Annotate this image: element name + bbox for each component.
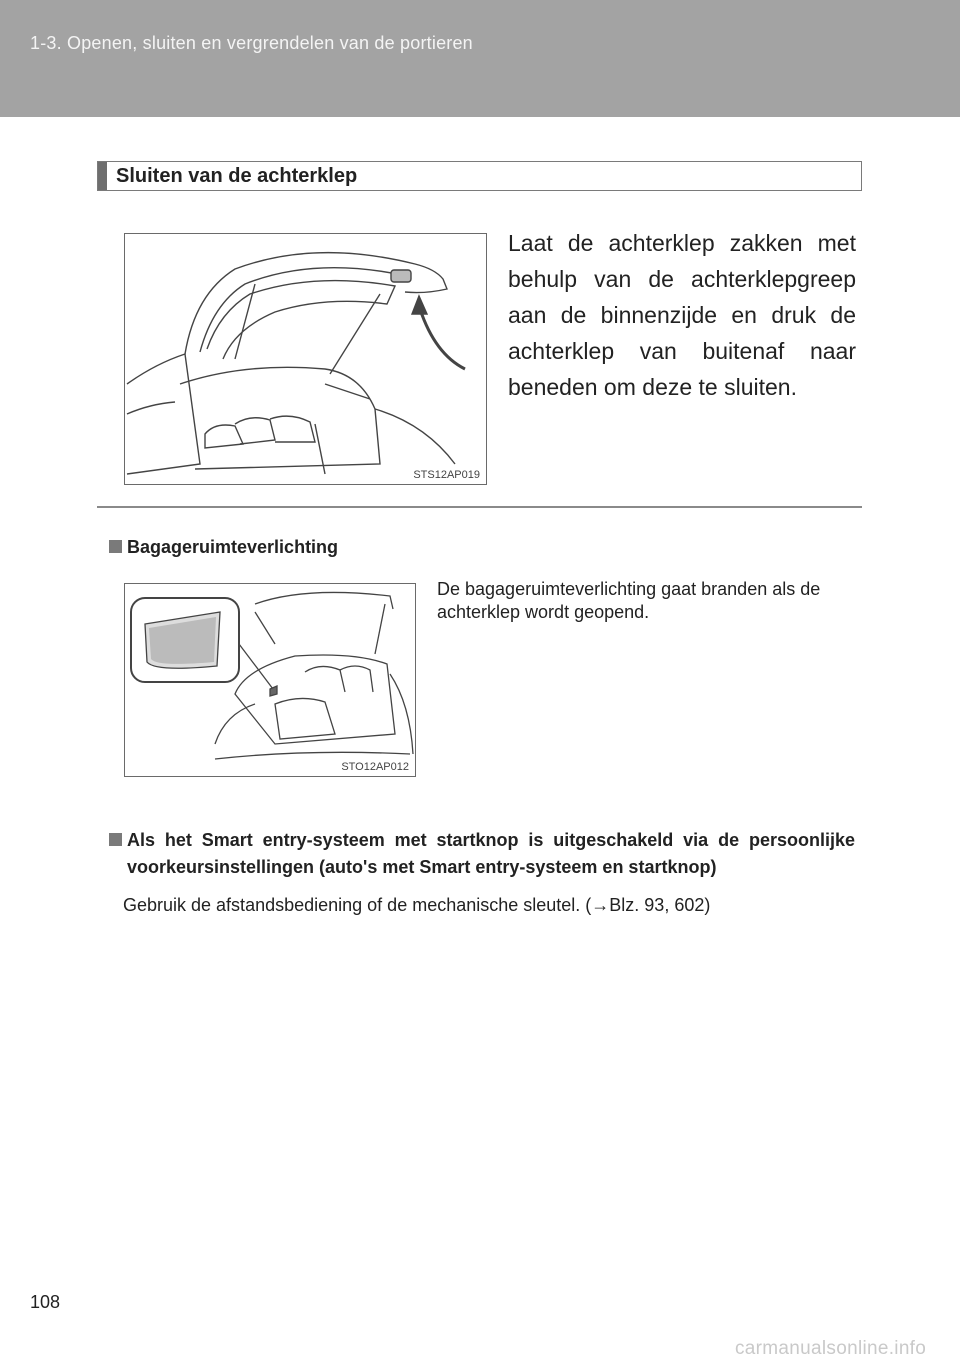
figure-code: STO12AP012 bbox=[341, 761, 409, 773]
page-number: 108 bbox=[30, 1292, 61, 1312]
watermark: carmanualsonline.info bbox=[735, 1338, 927, 1359]
square-bullet-icon bbox=[109, 833, 122, 846]
smart-entry-text: Gebruik de afstandsbediening of de mechanische sleutel. (→Blz. 93, 602) bbox=[123, 895, 711, 915]
section-heading-bar bbox=[98, 162, 107, 190]
luggage-light-drawing bbox=[125, 584, 415, 776]
figure-code: STS12AP019 bbox=[413, 469, 480, 481]
subheading-luggage-light bbox=[109, 534, 809, 561]
tailgate-illustration bbox=[124, 233, 487, 485]
section-heading bbox=[97, 161, 862, 191]
page-header bbox=[0, 0, 960, 117]
section-divider bbox=[97, 506, 862, 508]
luggage-light-illustration bbox=[124, 583, 416, 777]
subheading-text: Als het Smart entry-systeem met startknop is uitgeschakeld via de persoonlijke voorkeursinstellingen (auto's met Smart entry-systeem en startknop) bbox=[127, 830, 855, 877]
subheading-smart-entry bbox=[109, 827, 855, 881]
square-bullet-icon bbox=[109, 540, 122, 553]
luggage-light-text: De bagageruimteverlichting gaat branden als de achterklep wordt geopend. bbox=[437, 579, 821, 622]
subheading-text: Bagageruimteverlichting bbox=[127, 537, 339, 557]
instruction-paragraph: Laat de achterklep zakken met behulp van de achterklepgreep aan de binnenzijde en druk de achterklep van buitenaf naar beneden om deze te sluiten. bbox=[508, 230, 856, 400]
section-title: Sluiten van de achterklep bbox=[116, 165, 358, 187]
chapter-title: 1-3. Openen, sluiten en vergrendelen van de portieren bbox=[30, 33, 473, 53]
tailgate-drawing bbox=[125, 234, 486, 484]
